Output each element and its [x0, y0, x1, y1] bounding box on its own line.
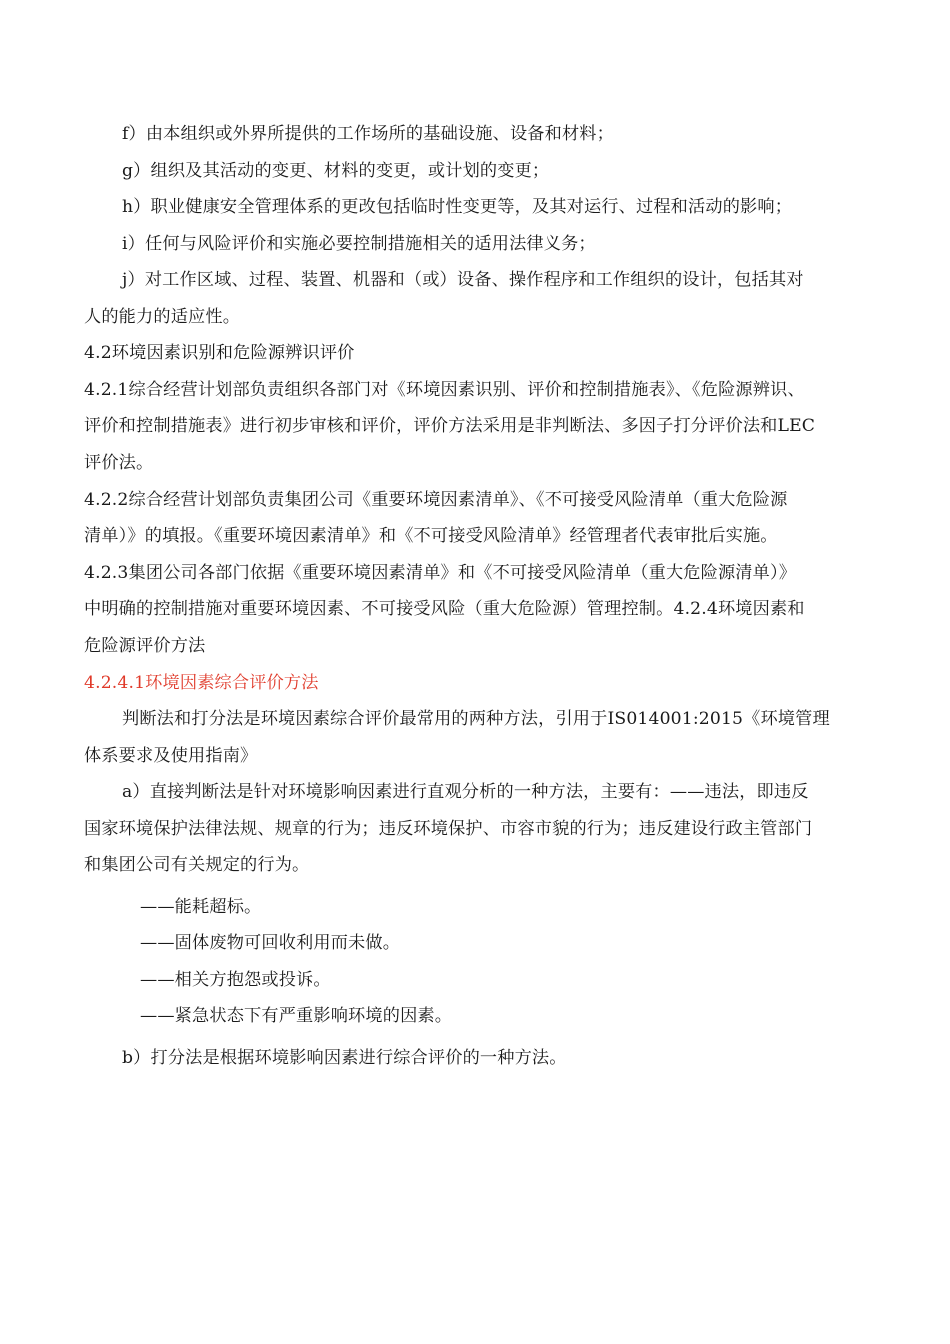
list-item-a-line2: 国家环境保护法律法规、规章的行为；违反环境保护、市容市貌的行为；违反建设行政主管部门 — [84, 819, 813, 839]
section-heading-4-2: 4.2环境因素识别和危险源辨识评价 — [84, 343, 355, 363]
paragraph-methods-line2: 体系要求及使用指南》 — [84, 746, 258, 766]
paragraph-4-2-3-line2: 中明确的控制措施对重要环境因素、不可接受风险（重大危险源）管理控制。4.2.4环境因素和 — [84, 599, 805, 619]
list-item-a: a）直接判断法是针对环境影响因素进行直观分析的一种方法，主要有：——违法，即违反 — [122, 782, 809, 802]
paragraph-4-2-3: 4.2.3集团公司各部门依据《重要环境因素清单》和《不可接受风险清单（重大危险源清单）》 — [84, 563, 797, 583]
list-item-g: g）组织及其活动的变更、材料的变更，或计划的变更； — [122, 161, 550, 181]
paragraph-4-2-2-line2: 清单）》的填报。《重要环境因素清单》和《不可接受风险清单》经管理者代表审批后实施。 — [84, 526, 778, 546]
paragraph-4-2-1-line2: 评价和控制措施表》进行初步审核和评价，评价方法采用是非判断法、多因子打分评价法和LEC — [84, 416, 816, 436]
paragraph-4-2-1-line3: 评价法。 — [84, 453, 154, 473]
paragraph-4-2-1: 4.2.1综合经营计划部负责组织各部门对《环境因素识别、评价和控制措施表》、《危险源辨识、 — [84, 380, 805, 400]
section-heading-4-2-4-1: 4.2.4.1环境因素综合评价方法 — [84, 673, 319, 693]
dash-item-complaint: ——相关方抱怨或投诉。 — [140, 970, 331, 990]
dash-item-waste: ——固体废物可回收利用而未做。 — [140, 933, 401, 953]
dash-item-emergency: ——紧急状态下有严重影响环境的因素。 — [140, 1006, 453, 1026]
paragraph-4-2-3-line3: 危险源评价方法 — [84, 636, 206, 656]
list-item-f: f）由本组织或外界所提供的工作场所的基础设施、设备和材料； — [122, 124, 614, 144]
list-item-j: j）对工作区域、过程、装置、机器和（或）设备、操作程序和工作组织的设计，包括其对 — [122, 270, 804, 290]
paragraph-4-2-2: 4.2.2综合经营计划部负责集团公司《重要环境因素清单》、《不可接受风险清单（重大危险源 — [84, 490, 788, 510]
list-item-i: i）任何与风险评价和实施必要控制措施相关的适用法律义务； — [122, 234, 596, 254]
list-item-j-continued: 人的能力的适应性。 — [84, 307, 241, 327]
list-item-a-line3: 和集团公司有关规定的行为。 — [84, 855, 310, 875]
list-item-b: b）打分法是根据环境影响因素进行综合评价的一种方法。 — [122, 1048, 567, 1068]
paragraph-methods: 判断法和打分法是环境因素综合评价最常用的两种方法，引用于IS014001:2015《环境管理 — [122, 709, 830, 729]
dash-item-energy: ——能耗超标。 — [140, 897, 262, 917]
list-item-h: h）职业健康安全管理体系的更改包括临时性变更等，及其对运行、过程和活动的影响； — [122, 197, 793, 217]
